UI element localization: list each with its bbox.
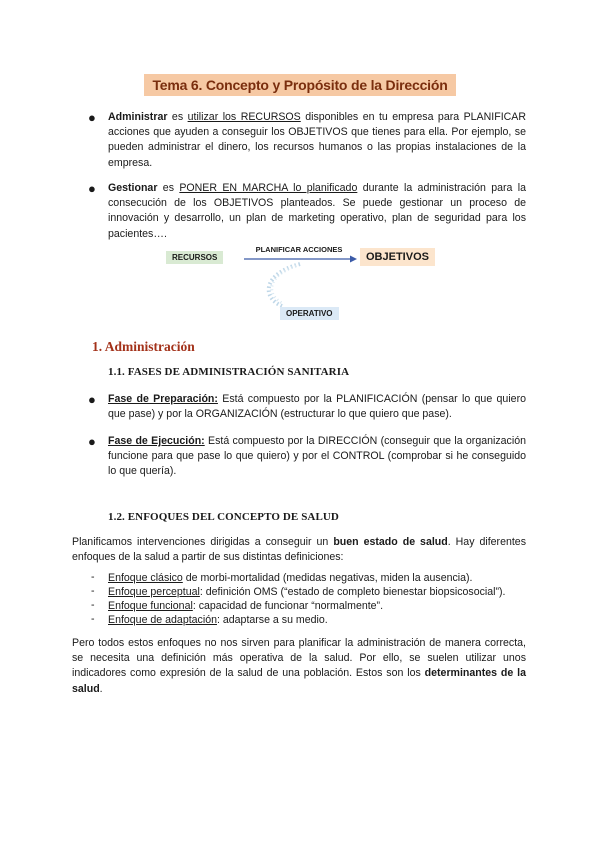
dash-marker: - (91, 613, 95, 625)
text: es (167, 111, 188, 123)
text: Pero todos estos enfoques no nos sirven para planificar la administración de manera correcta, se necesita una definición más operativa de la salud. Por ello, se suelen utilizar unos indicadores como expresión de la salud de una población. Estos son los (72, 637, 526, 680)
subheading-enfoques: 1.2. ENFOQUES DEL CONCEPTO DE SALUD (108, 511, 339, 523)
dash-marker: - (91, 571, 95, 583)
text: disponibles en tu empresa para PLANIFICAR acciones que ayuden a conseguir los OBJETIVOS que tienes para ella. Por ejemplo, se pueden administrar el dinero, los recursos humanos o las propias instalaciones de la empresa. (108, 111, 527, 169)
text: es (157, 182, 180, 194)
bold-determinantes: determinantes de la salud (72, 667, 526, 695)
planificar-label: PLANIFICAR ACCIONES (255, 245, 343, 254)
underline-poner: PONER EN MARCHA lo planificado (179, 182, 358, 194)
text: Está compuesto por la PLANIFICACIÓN (pensar lo que quiero que pase) y por la ORGANIZACIÓN (estructurar lo que quiero que pase). (108, 393, 526, 421)
text: Planificamos intervenciones dirigidas a conseguir un (72, 536, 334, 548)
fase-ejecucion-paragraph (108, 434, 526, 480)
dash-marker: - (91, 599, 95, 611)
term-gestionar: Gestionar (108, 182, 158, 194)
text: de morbi-mortalidad (medidas negativas, miden la ausencia). (182, 572, 473, 584)
fase-preparacion-paragraph (108, 392, 526, 422)
bold-buen-estado: buen estado de salud (333, 536, 448, 548)
recursos-box: RECURSOS (166, 251, 223, 264)
bullet-dot: ● (88, 392, 96, 407)
term-fase-preparacion: Fase de Preparación: (108, 393, 218, 405)
text: . Hay diferentes enfoques de la salud a partir de sus distintas definiciones: (72, 536, 526, 564)
text: Está compuesto por la DIRECCIÓN (conseguir que la organización funcione para que pase lo que quiero) y por el CONTROL (comprobar si he conseguido lo que quería). (108, 435, 526, 478)
text: . (99, 682, 103, 695)
enfoque-term: Enfoque clásico (108, 572, 183, 584)
enfoque-item (108, 571, 473, 586)
arrow-head (350, 256, 357, 263)
text: : capacidad de funcionar “normalmente”. (192, 600, 384, 612)
text: durante la administración para la consecución de los OBJETIVOS planteados. Se puede gestionar un proceso de innovación y desarrollo, un plan de marketing operativo, plan de seguridad para los pacientes…. (108, 182, 527, 240)
enfoque-item (108, 585, 506, 600)
bullet-dot: ● (88, 434, 96, 449)
operativo-box: OPERATIVO (280, 307, 339, 320)
closing-paragraph (72, 636, 526, 697)
bullet-dot: ● (88, 181, 96, 196)
bullet-dot: ● (88, 110, 96, 125)
section-heading-administracion: 1. Administración (92, 339, 195, 354)
enfoques-intro-paragraph (72, 535, 526, 565)
underline-recursos: utilizar los RECURSOS (187, 111, 301, 123)
text: : definición OMS (“estado de completo bienestar biopsicosocial”). (199, 586, 506, 598)
enfoque-term: Enfoque de adaptación (108, 614, 217, 626)
subheading-fases: 1.1. FASES DE ADMINISTRACIÓN SANITARIA (108, 366, 350, 378)
objetivos-box: OBJETIVOS (360, 248, 435, 266)
dash-marker: - (91, 585, 95, 597)
enfoque-item (108, 613, 328, 628)
term-administrar: Administrar (108, 111, 168, 123)
term-fase-ejecucion: Fase de Ejecución: (108, 435, 205, 447)
page-title: Tema 6. Concepto y Propósito de la Dirección (144, 74, 455, 96)
enfoque-item (108, 599, 383, 614)
enfoque-term: Enfoque perceptual (108, 586, 200, 598)
enfoque-term: Enfoque funcional (108, 600, 193, 612)
text: : adaptarse a su medio. (216, 614, 328, 626)
curved-arrow-shadow (272, 266, 296, 304)
